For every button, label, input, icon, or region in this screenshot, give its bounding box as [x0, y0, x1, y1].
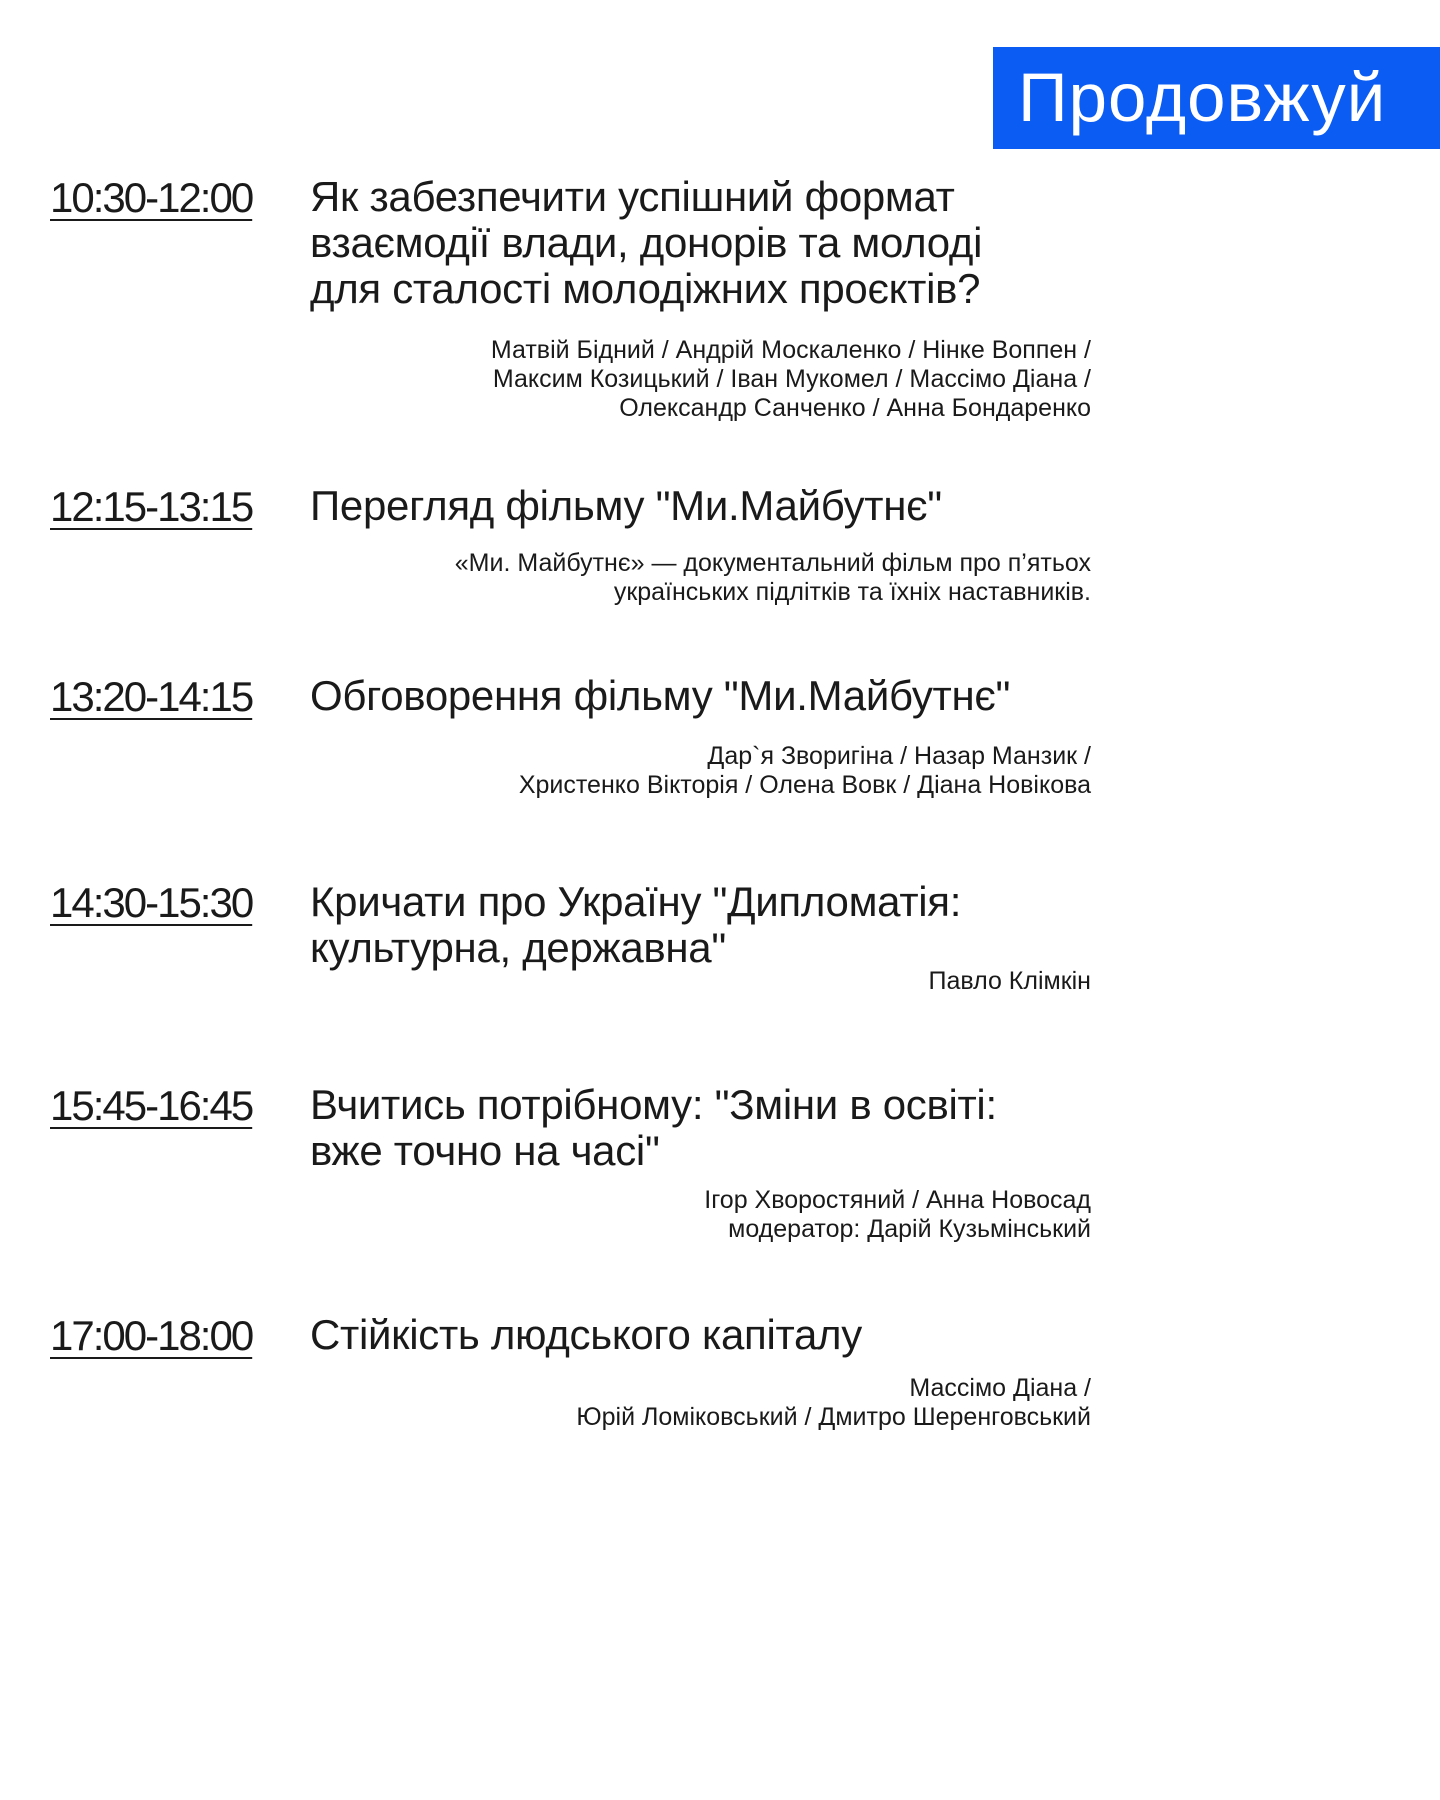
session-time: 10:30-12:00: [50, 174, 253, 221]
speakers-line: модератор: Дарій Кузьмінський: [728, 1215, 1091, 1243]
session-time: 12:15-13:15: [50, 483, 253, 530]
speakers-line: Ігор Хворостяний / Анна Новосад: [704, 1186, 1091, 1214]
speakers-line: Дар`я Зворигіна / Назар Манзик /: [707, 742, 1091, 770]
session-speakers: [519, 742, 1091, 800]
session-title: Вчитись потрібному: "Зміни в освіті: вже точно на часі": [310, 1081, 997, 1174]
session-speakers: [576, 1374, 1091, 1432]
brand-badge: Продовжуй: [993, 47, 1440, 149]
session-time: 13:20-14:15: [50, 673, 253, 720]
session-title: Перегляд фільму "Ми.Майбутнє": [310, 482, 942, 529]
speakers-line: Массімо Діана /: [909, 1374, 1091, 1402]
session-time: 15:45-16:45: [50, 1082, 253, 1129]
session-description: [455, 549, 1091, 607]
session-speakers: [704, 1186, 1091, 1244]
description-line: «Ми. Майбутнє» — документальний фільм про п’ятьох: [454, 549, 1091, 577]
speakers-line: Олександр Санченко / Анна Бондаренко: [619, 394, 1091, 422]
description-line: українських підлітків та їхніх наставників.: [613, 578, 1091, 606]
speakers-line: Юрій Ломіковський / Дмитро Шеренговський: [576, 1403, 1091, 1431]
speakers-line: Максим Козицький / Іван Мукомел / Массімо Діана /: [492, 365, 1091, 393]
session-time: 14:30-15:30: [50, 879, 253, 926]
session-title: Обговорення фільму "Ми.Майбутнє": [310, 672, 1011, 719]
speakers-line: Павло Клімкін: [928, 967, 1091, 995]
session-title: Кричати про Україну "Дипломатія: культурна, державна": [310, 878, 962, 971]
speakers-line: Матвій Бідний / Андрій Москаленко / Нінке Воппен /: [490, 336, 1091, 364]
speakers-line: Христенко Вікторія / Олена Вовк / Діана Новікова: [518, 771, 1091, 799]
session-time: 17:00-18:00: [50, 1312, 253, 1359]
session-speakers: [491, 336, 1091, 423]
session-title: Як забезпечити успішний формат взаємодії влади, донорів та молоді для сталості молодіжних проєктів?: [310, 173, 983, 312]
session-title: Стійкість людського капіталу: [310, 1311, 862, 1358]
session-speakers: [929, 967, 1092, 996]
